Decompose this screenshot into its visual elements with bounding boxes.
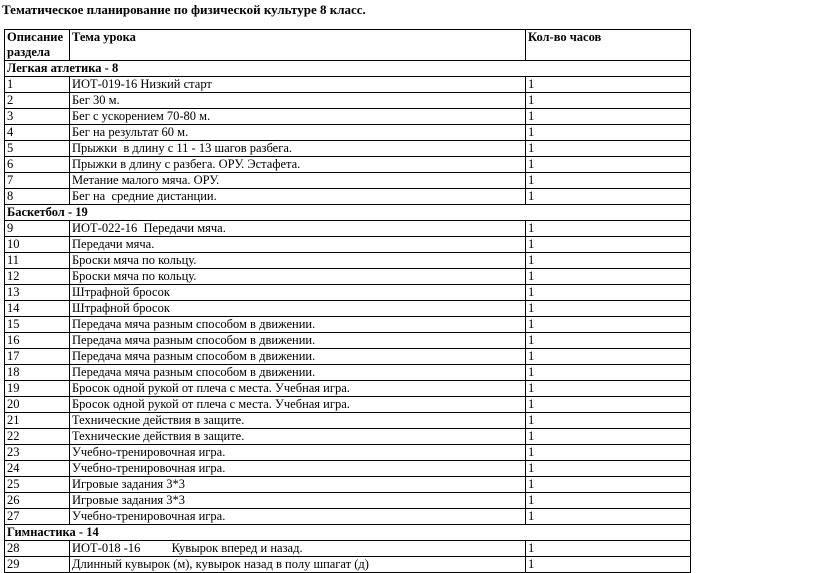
table-row [5, 93, 691, 109]
table-row [5, 509, 691, 525]
table-row [5, 221, 691, 237]
lesson-number: 16 [5, 333, 70, 349]
lesson-topic: Длинный кувырок (м), кувырок назад в полу шпагат (д) [70, 557, 526, 573]
lesson-number: 12 [5, 269, 70, 285]
lesson-topic: Передача мяча разным способом в движении. [70, 349, 526, 365]
lesson-plan-table [4, 29, 691, 573]
section-row [5, 205, 691, 221]
lesson-number: 5 [5, 141, 70, 157]
table-row [5, 397, 691, 413]
table-row [5, 109, 691, 125]
lesson-number: 23 [5, 445, 70, 461]
lesson-number: 22 [5, 429, 70, 445]
lesson-topic: Метание малого мяча. ОРУ. [70, 173, 526, 189]
lesson-topic: Бег с ускорением 70-80 м. [70, 109, 526, 125]
lesson-topic: Игровые задания 3*3 [70, 493, 526, 509]
table-row [5, 285, 691, 301]
lesson-hours: 1 [526, 333, 691, 349]
table-row [5, 461, 691, 477]
lesson-topic: Прыжки в длину с 11 - 13 шагов разбега. [70, 141, 526, 157]
lesson-topic: Бросок одной рукой от плеча с места. Учебная игра. [70, 397, 526, 413]
lesson-hours: 1 [526, 317, 691, 333]
lesson-number: 18 [5, 365, 70, 381]
lesson-topic: Технические действия в защите. [70, 429, 526, 445]
lesson-topic: Броски мяча по кольцу. [70, 269, 526, 285]
lesson-number: 20 [5, 397, 70, 413]
lesson-number: 17 [5, 349, 70, 365]
table-row [5, 141, 691, 157]
lesson-hours: 1 [526, 397, 691, 413]
lesson-hours: 1 [526, 461, 691, 477]
header-section-description: Описание раздела [5, 30, 70, 61]
lesson-hours: 1 [526, 429, 691, 445]
lesson-number: 2 [5, 93, 70, 109]
lesson-number: 15 [5, 317, 70, 333]
header-lesson-topic: Тема урока [70, 30, 526, 61]
lesson-topic: Учебно-тренировочная игра. [70, 445, 526, 461]
lesson-topic: Передачи мяча. [70, 237, 526, 253]
lesson-hours: 1 [526, 381, 691, 397]
table-row [5, 269, 691, 285]
table-row [5, 381, 691, 397]
lesson-number: 9 [5, 221, 70, 237]
section-row [5, 61, 691, 77]
lesson-number: 19 [5, 381, 70, 397]
lesson-hours: 1 [526, 189, 691, 205]
lesson-topic: Штрафной бросок [70, 301, 526, 317]
table-row [5, 189, 691, 205]
lesson-hours: 1 [526, 509, 691, 525]
lesson-topic: ИОТ-018 -16 Кувырок вперед и назад. [70, 541, 526, 557]
lesson-number: 6 [5, 157, 70, 173]
table-row [5, 445, 691, 461]
lesson-number: 24 [5, 461, 70, 477]
lesson-topic: Учебно-тренировочная игра. [70, 461, 526, 477]
lesson-topic: ИОТ-019-16 Низкий старт [70, 77, 526, 93]
lesson-hours: 1 [526, 413, 691, 429]
lesson-hours: 1 [526, 541, 691, 557]
lesson-hours: 1 [526, 349, 691, 365]
lesson-hours: 1 [526, 493, 691, 509]
lesson-topic: Бег на средние дистанции. [70, 189, 526, 205]
lesson-hours: 1 [526, 77, 691, 93]
table-row [5, 237, 691, 253]
lesson-topic: Технические действия в защите. [70, 413, 526, 429]
lesson-number: 4 [5, 125, 70, 141]
lesson-hours: 1 [526, 445, 691, 461]
table-row [5, 301, 691, 317]
table-row [5, 253, 691, 269]
lesson-number: 11 [5, 253, 70, 269]
table-row [5, 333, 691, 349]
table-row [5, 493, 691, 509]
lesson-topic: Игровые задания 3*3 [70, 477, 526, 493]
lesson-topic: Прыжки в длину с разбега. ОРУ. Эстафета. [70, 157, 526, 173]
lesson-number: 8 [5, 189, 70, 205]
table-row [5, 429, 691, 445]
lesson-number: 3 [5, 109, 70, 125]
lesson-hours: 1 [526, 477, 691, 493]
table-body [5, 61, 691, 573]
lesson-number: 27 [5, 509, 70, 525]
lesson-hours: 1 [526, 253, 691, 269]
lesson-hours: 1 [526, 109, 691, 125]
lesson-hours: 1 [526, 301, 691, 317]
section-row [5, 525, 691, 541]
table-row [5, 557, 691, 573]
lesson-number: 14 [5, 301, 70, 317]
lesson-topic: Броски мяча по кольцу. [70, 253, 526, 269]
section-title: Гимнастика - 14 [5, 525, 691, 541]
lesson-number: 21 [5, 413, 70, 429]
lesson-hours: 1 [526, 221, 691, 237]
section-title: Легкая атлетика - 8 [5, 61, 691, 77]
page-title: Тематическое планирование по физической культуре 8 класс. [2, 2, 366, 17]
lesson-hours: 1 [526, 157, 691, 173]
lesson-topic: Передача мяча разным способом в движении. [70, 333, 526, 349]
header-hours: Кол-во часов [526, 30, 691, 61]
lesson-hours: 1 [526, 269, 691, 285]
lesson-number: 28 [5, 541, 70, 557]
lesson-topic: Бросок одной рукой от плеча с места. Учебная игра. [70, 381, 526, 397]
lesson-number: 29 [5, 557, 70, 573]
lesson-hours: 1 [526, 365, 691, 381]
lesson-number: 25 [5, 477, 70, 493]
table-row [5, 157, 691, 173]
table-row [5, 541, 691, 557]
table-row [5, 125, 691, 141]
lesson-topic: Учебно-тренировочная игра. [70, 509, 526, 525]
table-row [5, 317, 691, 333]
table-row [5, 173, 691, 189]
lesson-hours: 1 [526, 93, 691, 109]
table-row [5, 477, 691, 493]
lesson-number: 1 [5, 77, 70, 93]
lesson-topic: Бег 30 м. [70, 93, 526, 109]
section-title: Баскетбол - 19 [5, 205, 691, 221]
table-row [5, 349, 691, 365]
table-header-row [5, 30, 691, 61]
lesson-hours: 1 [526, 285, 691, 301]
table-row [5, 365, 691, 381]
lesson-number: 26 [5, 493, 70, 509]
lesson-number: 13 [5, 285, 70, 301]
lesson-hours: 1 [526, 173, 691, 189]
lesson-topic: Передача мяча разным способом в движении. [70, 365, 526, 381]
table-row [5, 77, 691, 93]
lesson-hours: 1 [526, 141, 691, 157]
lesson-number: 10 [5, 237, 70, 253]
lesson-hours: 1 [526, 125, 691, 141]
table-row [5, 413, 691, 429]
lesson-topic: Штрафной бросок [70, 285, 526, 301]
lesson-hours: 1 [526, 557, 691, 573]
lesson-topic: ИОТ-022-16 Передачи мяча. [70, 221, 526, 237]
lesson-hours: 1 [526, 237, 691, 253]
lesson-number: 7 [5, 173, 70, 189]
lesson-topic: Передача мяча разным способом в движении. [70, 317, 526, 333]
lesson-topic: Бег на результат 60 м. [70, 125, 526, 141]
